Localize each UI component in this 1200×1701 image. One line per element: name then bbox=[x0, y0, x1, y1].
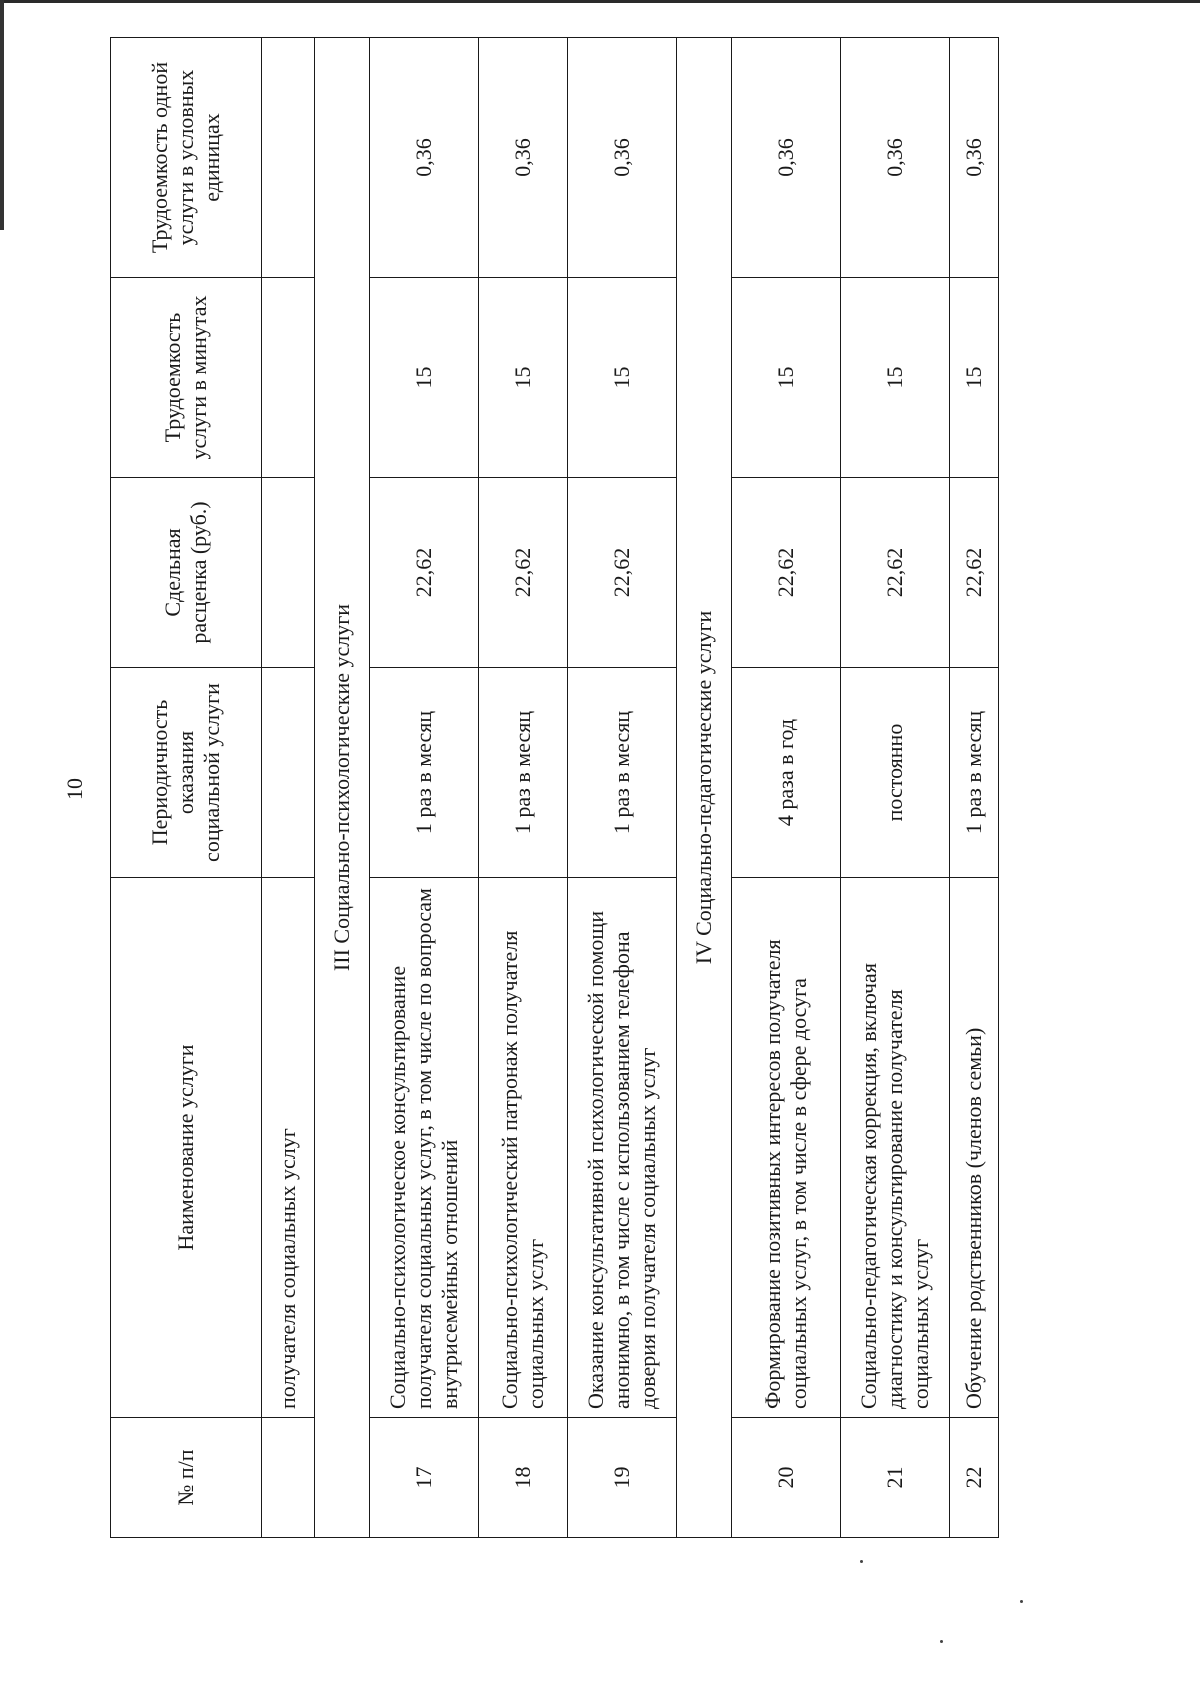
cell-period: 1 раз в месяц bbox=[479, 668, 568, 878]
scan-speck bbox=[860, 1560, 863, 1563]
header-period: Периодичность оказания социальной услуги bbox=[111, 668, 262, 878]
cell-rate bbox=[262, 478, 315, 668]
cell-name: Формирование позитивных интересов получателя социальных услуг, в том числе в сфере досуга bbox=[732, 878, 841, 1418]
cell-num: 21 bbox=[841, 1418, 950, 1538]
cell-minutes: 15 bbox=[841, 278, 950, 478]
page-number: 10 bbox=[62, 778, 87, 800]
cell-units: 0,36 bbox=[479, 38, 568, 278]
table-row bbox=[568, 38, 677, 1538]
cell-num: 20 bbox=[732, 1418, 841, 1538]
cell-minutes: 15 bbox=[370, 278, 479, 478]
section-title: IV Социально-педагогические услуги bbox=[677, 38, 732, 1538]
cell-units: 0,36 bbox=[732, 38, 841, 278]
services-table bbox=[110, 37, 999, 1538]
cell-units: 0,36 bbox=[370, 38, 479, 278]
scan-left-edge bbox=[0, 0, 4, 230]
cell-period: 1 раз в месяц bbox=[370, 668, 479, 878]
header-units: Трудоемкость одной услуги в условных единицах bbox=[111, 38, 262, 278]
cell-minutes bbox=[262, 278, 315, 478]
section-title: III Социально-психологические услуги bbox=[315, 38, 370, 1538]
cell-units: 0,36 bbox=[841, 38, 950, 278]
cell-name: Обучение родственников (членов семьи) bbox=[950, 878, 999, 1418]
table-row bbox=[370, 38, 479, 1538]
cell-num: 22 bbox=[950, 1418, 999, 1538]
cell-name: Оказание консультативной психологической помощи анонимно, в том числе с использованием телефона доверия получателя социальных услуг bbox=[568, 878, 677, 1418]
cell-units bbox=[262, 38, 315, 278]
header-minutes: Трудоемкость услуги в минутах bbox=[111, 278, 262, 478]
cell-num: 18 bbox=[479, 1418, 568, 1538]
table-row bbox=[841, 38, 950, 1538]
cell-rate: 22,62 bbox=[568, 478, 677, 668]
cell-num bbox=[262, 1418, 315, 1538]
cell-num: 17 bbox=[370, 1418, 479, 1538]
scan-top-edge bbox=[0, 0, 1200, 3]
header-name: Наименование услуги bbox=[111, 878, 262, 1418]
cell-period: 1 раз в месяц bbox=[950, 668, 999, 878]
cell-minutes: 15 bbox=[479, 278, 568, 478]
cell-period bbox=[262, 668, 315, 878]
cell-minutes: 15 bbox=[568, 278, 677, 478]
cell-rate: 22,62 bbox=[370, 478, 479, 668]
table-row bbox=[950, 38, 999, 1538]
section-row bbox=[315, 38, 370, 1538]
header-row bbox=[111, 38, 262, 1538]
cell-units: 0,36 bbox=[950, 38, 999, 278]
cell-name: Социально-психологический патронаж получателя социальных услуг bbox=[479, 878, 568, 1418]
cell-period: 4 раза в год bbox=[732, 668, 841, 878]
section-row bbox=[677, 38, 732, 1538]
continuation-row bbox=[262, 38, 315, 1538]
cell-rate: 22,62 bbox=[732, 478, 841, 668]
cell-rate: 22,62 bbox=[841, 478, 950, 668]
cell-rate: 22,62 bbox=[950, 478, 999, 668]
table-row bbox=[479, 38, 568, 1538]
scan-speck bbox=[1020, 1600, 1023, 1603]
cell-period: постоянно bbox=[841, 668, 950, 878]
table-row bbox=[732, 38, 841, 1538]
header-rate: Сдельная расценка (руб.) bbox=[111, 478, 262, 668]
cell-minutes: 15 bbox=[950, 278, 999, 478]
cell-period: 1 раз в месяц bbox=[568, 668, 677, 878]
cell-name: Социально-педагогическая коррекция, включая диагностику и консультирование получателя социальных услуг bbox=[841, 878, 950, 1418]
cell-num: 19 bbox=[568, 1418, 677, 1538]
cell-minutes: 15 bbox=[732, 278, 841, 478]
cell-rate: 22,62 bbox=[479, 478, 568, 668]
cell-units: 0,36 bbox=[568, 38, 677, 278]
cell-name: Социально-психологическое консультирование получателя социальных услуг, в том числе по вопросам внутрисемейных отношений bbox=[370, 878, 479, 1418]
scan-speck bbox=[940, 1640, 943, 1643]
cell-name: получателя социальных услуг bbox=[262, 878, 315, 1418]
header-num: № п/п bbox=[111, 1418, 262, 1538]
rotated-page bbox=[110, 38, 1050, 1538]
